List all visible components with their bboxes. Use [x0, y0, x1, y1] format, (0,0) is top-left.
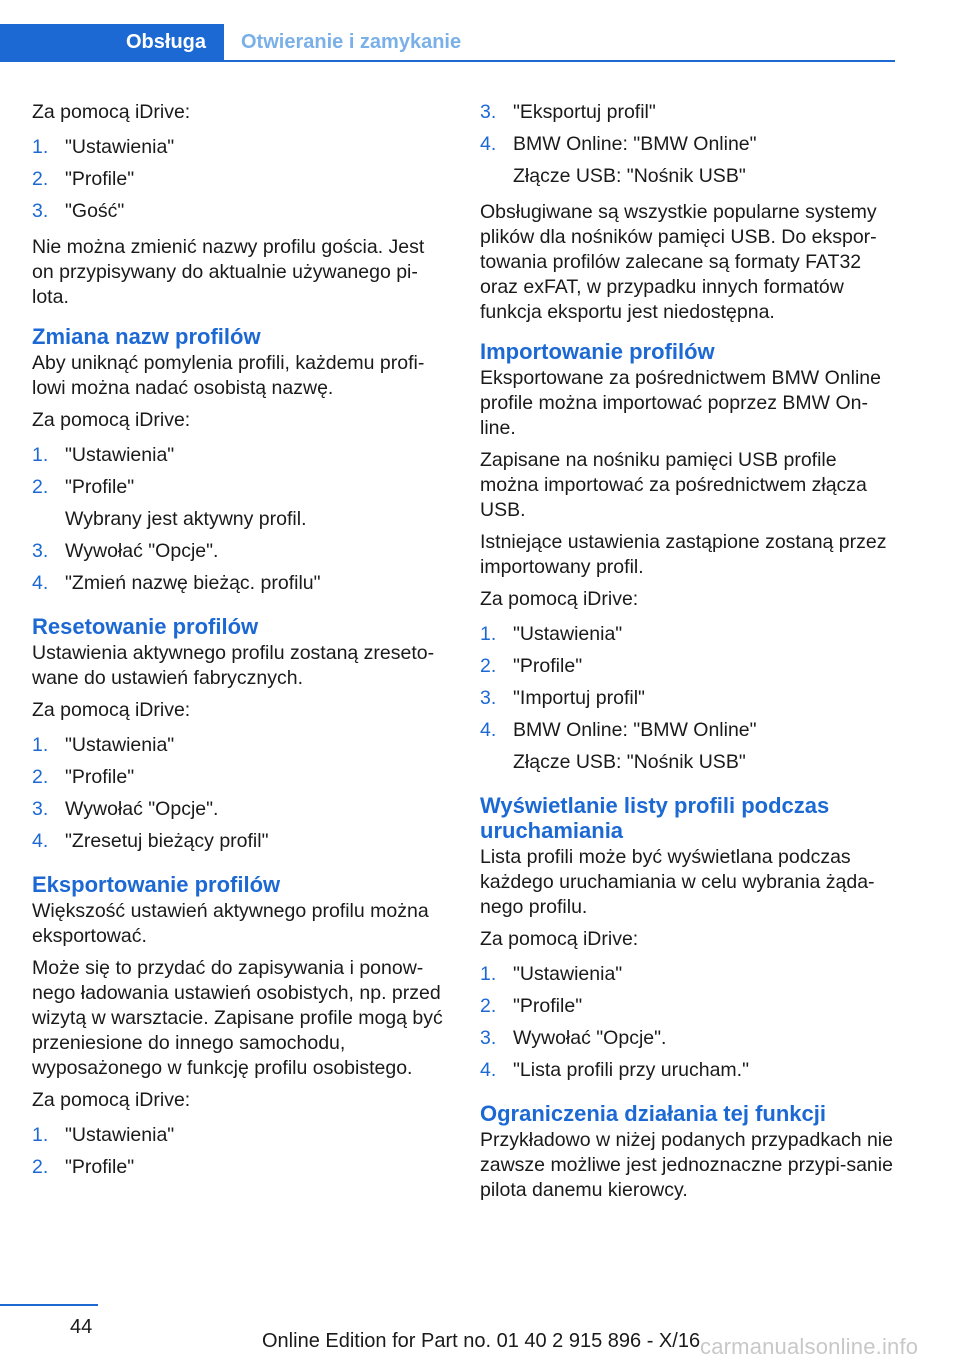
step-number: 1.	[32, 136, 49, 158]
left-column	[32, 100, 447, 1191]
step-note: Złącze USB: "Nośnik USB"	[513, 751, 746, 773]
rename-steps	[32, 440, 447, 600]
step-text: "Eksportuj profil"	[513, 101, 656, 123]
step-text: "Ustawienia"	[65, 136, 175, 158]
list-item	[32, 826, 447, 858]
idrive-intro: Za pomocą iDrive:	[32, 699, 191, 721]
reset-steps	[32, 730, 447, 858]
step-number: 4.	[480, 719, 497, 741]
heading-reset: Resetowanie profilów	[32, 614, 259, 639]
step-text: "Lista profili przy urucham."	[513, 1059, 750, 1081]
list-item	[480, 619, 895, 651]
list-item	[32, 472, 447, 536]
step-number: 1.	[32, 1124, 49, 1146]
page-header	[0, 24, 895, 62]
step-text: Wywołać "Opcje".	[513, 1027, 667, 1049]
step-number: 2.	[480, 655, 497, 677]
paragraph: Eksportowane za pośrednictwem BMW Online profile można importować poprzez BMW On-line.	[480, 367, 881, 439]
list-item	[480, 129, 895, 193]
step-number: 3.	[480, 101, 497, 123]
step-text: "Profile"	[513, 995, 583, 1017]
paragraph: Nie można zmienić nazwy profilu gościa. Jest on przypisywany do aktualnie używanego pi-lota.	[32, 236, 425, 308]
step-number: 3.	[32, 200, 49, 222]
step-text: "Zmień nazwę bieżąc. profilu"	[65, 572, 321, 594]
idrive-intro: Za pomocą iDrive:	[32, 409, 191, 431]
list-item	[32, 164, 447, 196]
idrive-intro: Za pomocą iDrive:	[480, 928, 639, 950]
step-number: 3.	[32, 540, 49, 562]
step-number: 1.	[480, 623, 497, 645]
step-number: 4.	[480, 133, 497, 155]
step-text: "Ustawienia"	[513, 963, 623, 985]
list-item	[32, 762, 447, 794]
export-steps-continued	[480, 97, 895, 193]
step-text: "Importuj profil"	[513, 687, 645, 709]
step-number: 4.	[32, 572, 49, 594]
profile-list-steps	[480, 959, 895, 1087]
step-text: "Gość"	[65, 200, 125, 222]
step-text: Wywołać "Opcje".	[65, 540, 219, 562]
idrive-intro: Za pomocą iDrive:	[32, 101, 191, 123]
list-item	[32, 536, 447, 568]
list-item	[32, 440, 447, 472]
footer-rule	[0, 1304, 98, 1306]
list-item	[480, 715, 895, 779]
chapter-tab[interactable]: Obsługa	[0, 24, 224, 60]
step-number: 2.	[32, 766, 49, 788]
step-text: BMW Online: "BMW Online"	[513, 719, 757, 741]
paragraph: Istniejące ustawienia zastąpione zostaną przez importowany profil.	[480, 531, 887, 578]
paragraph: Obsługiwane są wszystkie popularne systemy plików dla nośników pamięci USB. Do ekspor-towania profilów zalecane są formaty FAT32 oraz exFAT, w przypadku innych formatów funkcja eksportu jest niedostępna.	[480, 201, 877, 323]
step-number: 3.	[480, 1027, 497, 1049]
step-text: "Ustawienia"	[65, 444, 175, 466]
step-number: 1.	[480, 963, 497, 985]
heading-profile-list: Wyświetlanie listy profili podczas uruchamiania	[480, 793, 830, 843]
step-number: 2.	[32, 1156, 49, 1178]
step-text: "Profile"	[513, 655, 583, 677]
step-text: "Ustawienia"	[65, 1124, 175, 1146]
idrive-intro: Za pomocą iDrive:	[480, 588, 639, 610]
step-number: 1.	[32, 734, 49, 756]
page-number: 44	[70, 1316, 93, 1338]
heading-export: Eksportowanie profilów	[32, 872, 281, 897]
paragraph: Lista profili może być wyświetlana podczas każdego uruchamiania w celu wybrania żąda-nego profilu.	[480, 846, 875, 918]
step-number: 2.	[480, 995, 497, 1017]
list-item	[480, 959, 895, 991]
step-text: BMW Online: "BMW Online"	[513, 133, 757, 155]
idrive-intro: Za pomocą iDrive:	[32, 1089, 191, 1111]
step-number: 4.	[480, 1059, 497, 1081]
heading-import: Importowanie profilów	[480, 339, 715, 364]
list-item	[32, 568, 447, 600]
step-text: "Zresetuj bieżący profil"	[65, 830, 269, 852]
step-text: "Profile"	[65, 476, 135, 498]
step-text: "Profile"	[65, 766, 135, 788]
list-item	[480, 1023, 895, 1055]
paragraph: Aby uniknąć pomylenia profili, każdemu profi-lowi można nadać osobistą nazwę.	[32, 352, 425, 399]
step-text: "Profile"	[65, 168, 135, 190]
list-item	[480, 651, 895, 683]
heading-limitations: Ograniczenia działania tej funkcji	[480, 1101, 826, 1126]
list-item	[32, 132, 447, 164]
list-item	[480, 97, 895, 129]
heading-rename: Zmiana nazw profilów	[32, 324, 261, 349]
step-number: 3.	[480, 687, 497, 709]
step-number: 3.	[32, 798, 49, 820]
step-number: 1.	[32, 444, 49, 466]
paragraph: Zapisane na nośniku pamięci USB profile można importować za pośrednictwem złącza USB.	[480, 449, 867, 521]
paragraph: Ustawienia aktywnego profilu zostaną zreseto-wane do ustawień fabrycznych.	[32, 642, 435, 689]
edition-note: Online Edition for Part no. 01 40 2 915 896 - X/16	[262, 1330, 701, 1352]
paragraph: Może się to przydać do zapisywania i ponow-nego ładowania ustawień osobistych, np. przed wizytą w warsztacie. Zapisane profile mogą być przeniesione do innego samochodu, wyposażonego w funkcję profilu osobistego.	[32, 957, 443, 1079]
step-note: Złącze USB: "Nośnik USB"	[513, 165, 746, 187]
list-item	[32, 794, 447, 826]
paragraph: Większość ustawień aktywnego profilu można eksportować.	[32, 900, 429, 947]
step-text: "Ustawienia"	[65, 734, 175, 756]
export-steps	[32, 1120, 447, 1184]
right-column	[480, 100, 895, 1210]
guest-steps	[32, 132, 447, 228]
list-item	[480, 1055, 895, 1087]
list-item	[32, 1120, 447, 1152]
list-item	[32, 196, 447, 228]
import-steps	[480, 619, 895, 779]
list-item	[480, 683, 895, 715]
list-item	[32, 730, 447, 762]
step-number: 2.	[32, 168, 49, 190]
section-tab[interactable]: Otwieranie i zamykanie	[241, 31, 462, 53]
watermark: carmanualsonline.info	[700, 1334, 919, 1359]
step-text: "Profile"	[65, 1156, 135, 1178]
list-item	[32, 1152, 447, 1184]
paragraph: Przykładowo w niżej podanych przypadkach nie zawsze możliwe jest jednoznaczne przypi-sanie pilota danemu kierowcy.	[480, 1129, 893, 1201]
step-number: 4.	[32, 830, 49, 852]
step-number: 2.	[32, 476, 49, 498]
list-item	[480, 991, 895, 1023]
step-note: Wybrany jest aktywny profil.	[65, 508, 307, 530]
step-text: "Ustawienia"	[513, 623, 623, 645]
step-text: Wywołać "Opcje".	[65, 798, 219, 820]
